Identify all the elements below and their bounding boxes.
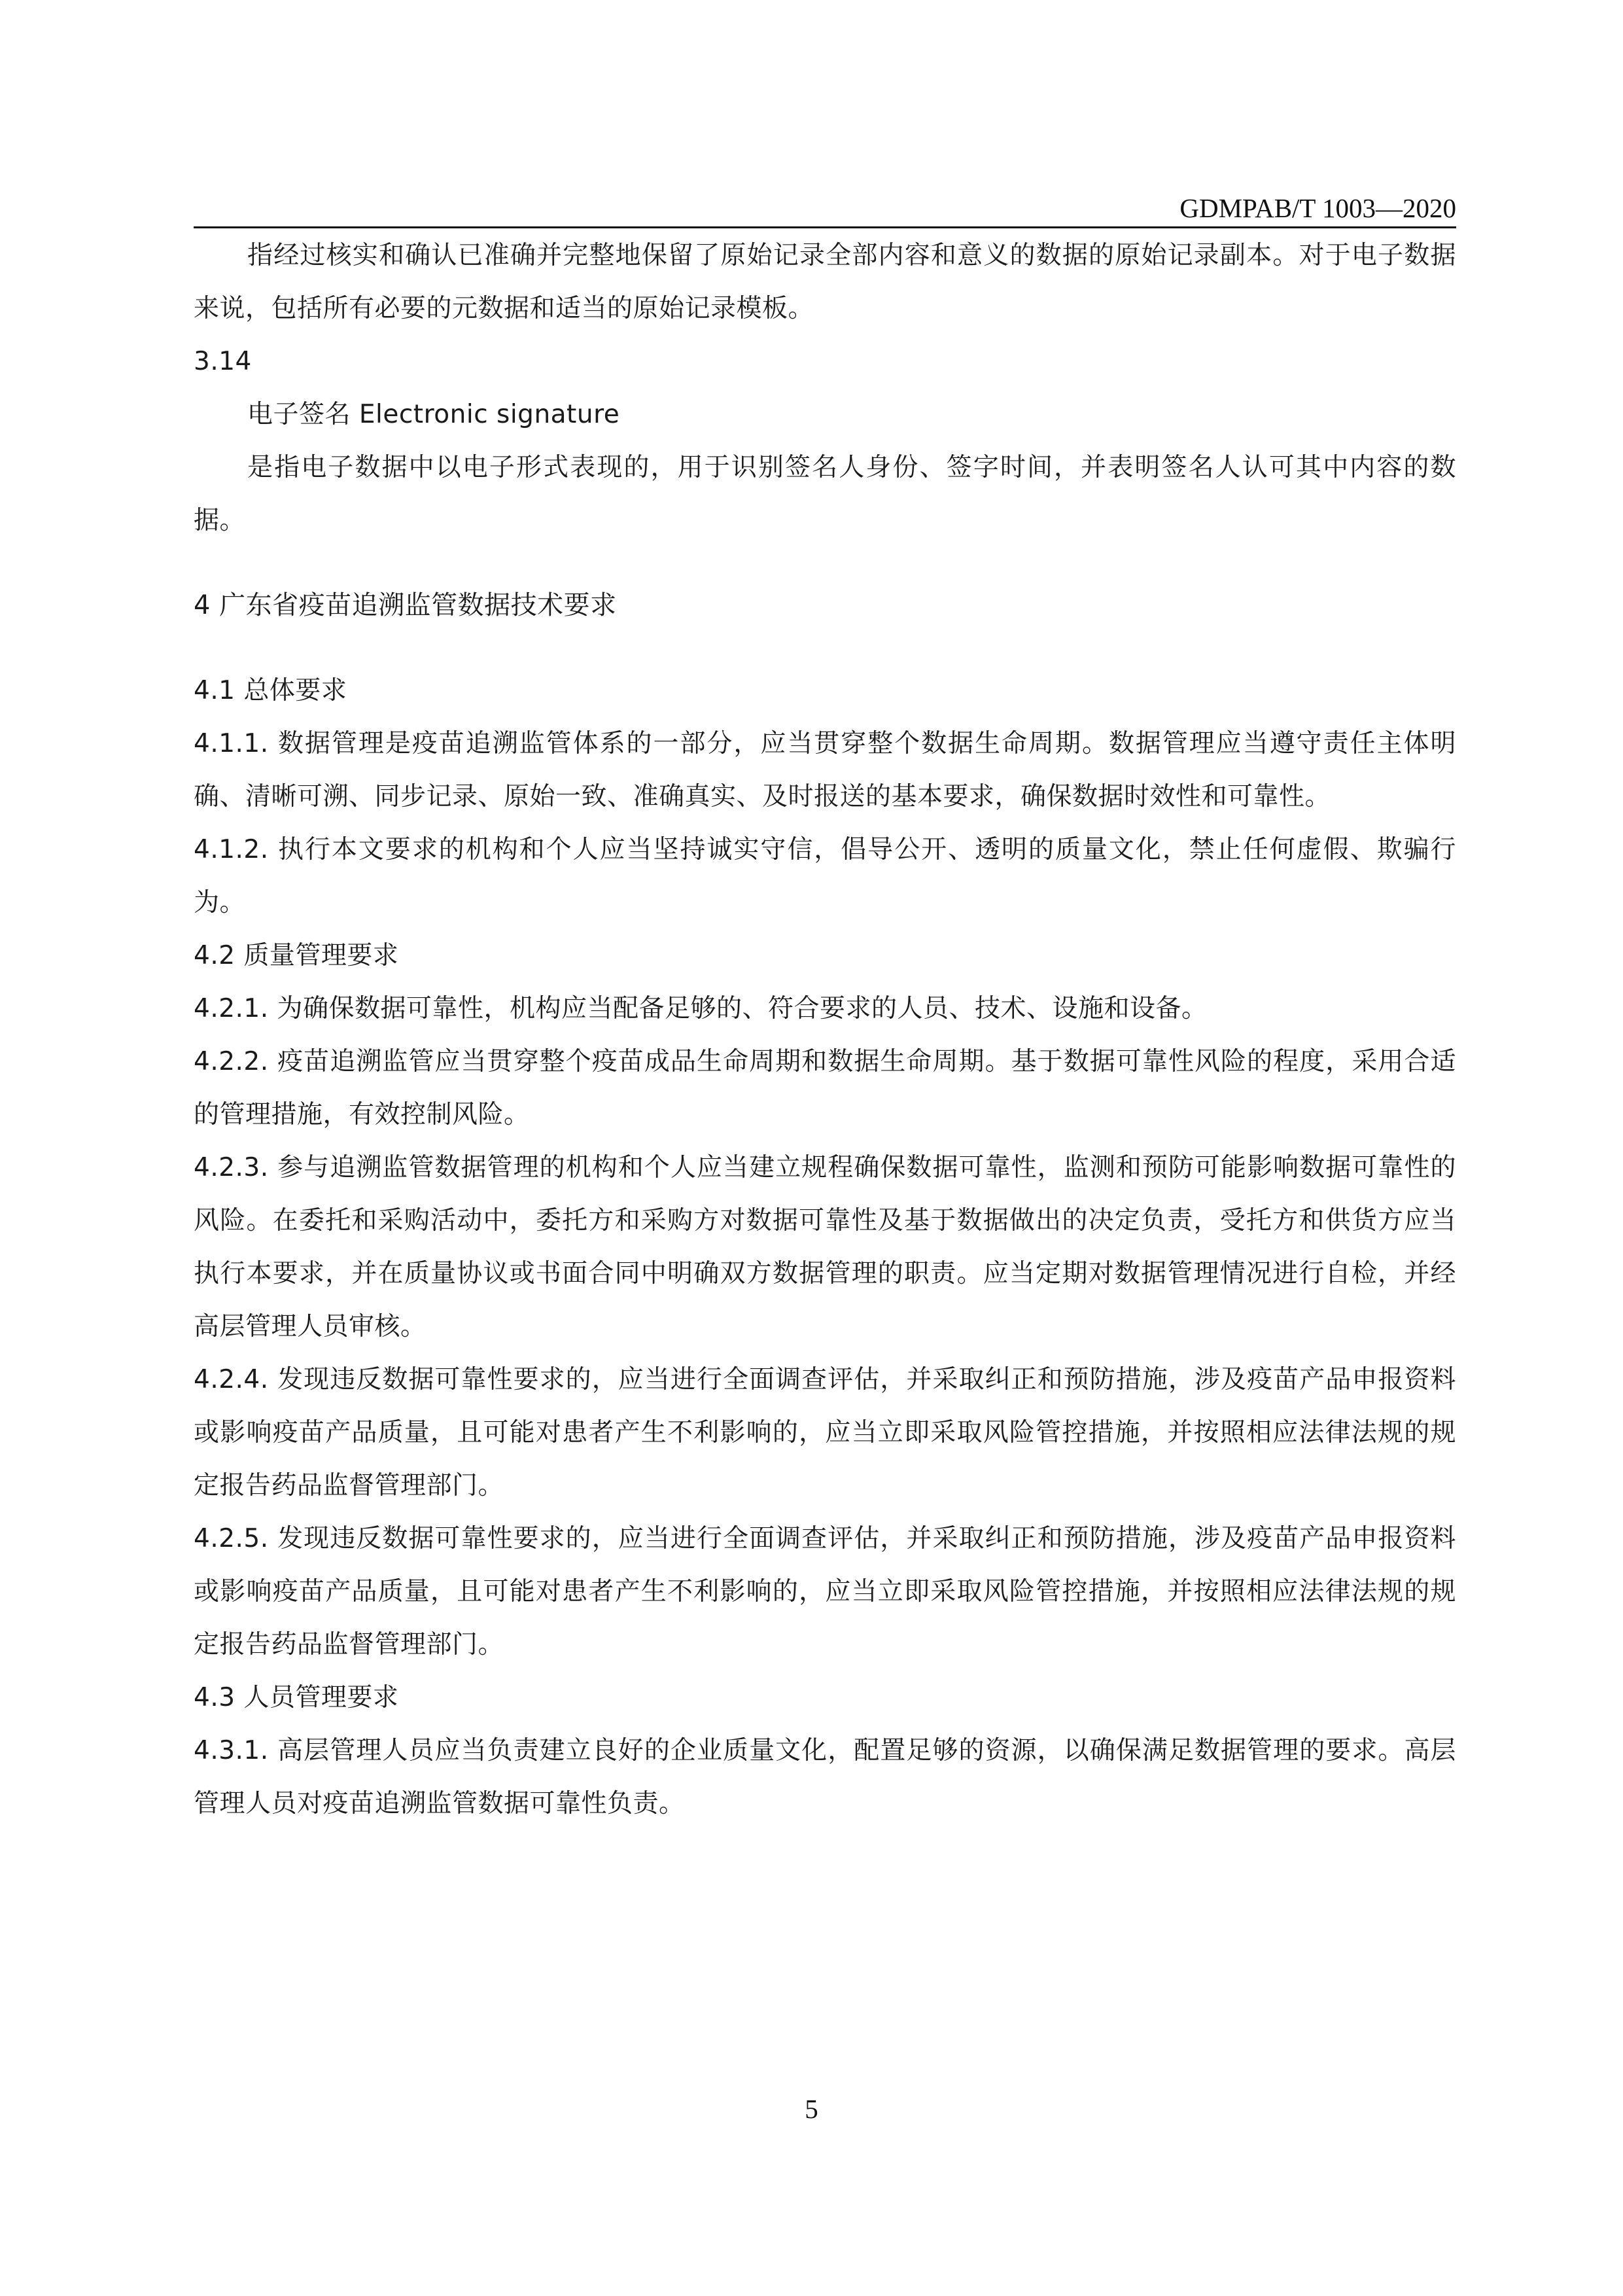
clause-4-2-4: 4.2.4. 发现违反数据可靠性要求的，应当进行全面调查评估，并采取纠正和预防措施，涉及疫苗产品申报资料或影响疫苗产品质量，且可能对患者产生不利影响的，应当立即采取风险管控措施，并按照相应法律法规的规定报告药品监督管理部门。 xyxy=(194,1365,1456,1500)
clause-4-2-1: 4.2.1. 为确保数据可靠性，机构应当配备足够的、符合要求的人员、技术、设施和设备。 xyxy=(194,994,1208,1023)
section-heading-4: 4 广东省疫苗追溯监管数据技术要求 xyxy=(194,590,617,620)
clause-4-1-1: 4.1.1. 数据管理是疫苗追溯监管体系的一部分，应当贯穿整个数据生命周期。数据管理应当遵守责任主体明确、清晰可溯、同步记录、原始一致、准确真实、及时报送的基本要求，确保数据时效性和可靠性。 xyxy=(194,729,1456,811)
clause-4-1-2: 4.1.2. 执行本文要求的机构和个人应当坚持诚实守信，倡导公开、透明的质量文化，禁止任何虚假、欺骗行为。 xyxy=(194,835,1456,917)
header-rule xyxy=(194,226,1456,228)
spacer xyxy=(194,632,1456,664)
term-electronic-signature: 电子签名 Electronic signature xyxy=(247,400,620,429)
document-body xyxy=(194,229,1456,1830)
subsection-heading-4-1: 4.1 总体要求 xyxy=(194,676,347,705)
page-number: 5 xyxy=(805,2094,818,2124)
definition-electronic-signature: 是指电子数据中以电子形式表现的，用于识别签名人身份、签字时间，并表明签名人认可其中内容的数据。 xyxy=(194,453,1456,535)
clause-4-3-1: 4.3.1. 高层管理人员应当负责建立良好的企业质量文化，配置足够的资源，以确保满足数据管理的要求。高层管理人员对疫苗追溯监管数据可靠性负责。 xyxy=(194,1736,1456,1818)
clause-4-2-5: 4.2.5. 发现违反数据可靠性要求的，应当进行全面调查评估，并采取纠正和预防措施，涉及疫苗产品申报资料或影响疫苗产品质量，且可能对患者产生不利影响的，应当立即采取风险管控措施，并按照相应法律法规的规定报告药品监督管理部门。 xyxy=(194,1524,1456,1659)
clause-number-3-14: 3.14 xyxy=(194,347,252,376)
clause-4-2-3: 4.2.3. 参与追溯监管数据管理的机构和个人应当建立规程确保数据可靠性，监测和预防可能影响数据可靠性的风险。在委托和采购活动中，委托方和采购方对数据可靠性及基于数据做出的决定负责，受托方和供货方应当执行本要求，并在质量协议或书面合同中明确双方数据管理的职责。应当定期对数据管理情况进行自检，并经高层管理人员审核。 xyxy=(194,1153,1456,1341)
clause-4-2-2: 4.2.2. 疫苗追溯监管应当贯穿整个疫苗成品生命周期和数据生命周期。基于数据可靠性风险的程度，采用合适的管理措施，有效控制风险。 xyxy=(194,1047,1456,1129)
document-code: GDMPAB/T 1003—2020 xyxy=(1179,193,1456,223)
paragraph-original-record-copy-definition: 指经过核实和确认已准确并完整地保留了原始记录全部内容和意义的数据的原始记录副本。对于电子数据来说，包括所有必要的元数据和适当的原始记录模板。 xyxy=(194,241,1456,323)
subsection-heading-4-3: 4.3 人员管理要求 xyxy=(194,1683,399,1712)
spacer xyxy=(194,547,1456,579)
subsection-heading-4-2: 4.2 质量管理要求 xyxy=(194,941,399,970)
